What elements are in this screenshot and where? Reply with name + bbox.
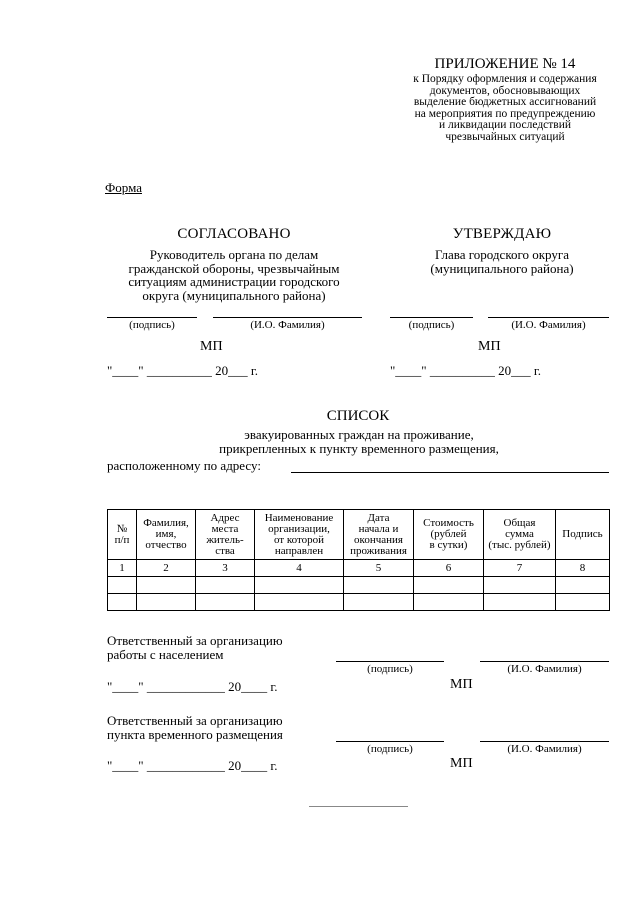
approved-position-line: Глава городского округа	[435, 247, 569, 262]
agreed-position-line: ситуациям администрации городского	[128, 274, 340, 289]
table-cell: 3	[196, 560, 255, 577]
appendix-line: к Порядку оформления и содержания	[413, 73, 597, 85]
list-description-line: эвакуированных граждан на проживание,	[244, 427, 474, 442]
table-cell	[484, 577, 556, 594]
responsible-shelter-name-caption: (И.О. Фамилия)	[507, 743, 582, 755]
footer-separator	[309, 806, 408, 807]
appendix-line: документов, обосновывающих	[429, 84, 581, 97]
header-signature: Подпись	[556, 510, 610, 560]
approved-signature-line	[390, 317, 473, 318]
agreed-name-caption: (И.О. Фамилия)	[250, 319, 325, 331]
appendix-title: ПРИЛОЖЕНИЕ № 14	[434, 56, 576, 72]
table-cell: 8	[556, 560, 610, 577]
agreed-signature-caption: (подпись)	[129, 319, 175, 331]
address-line	[291, 472, 609, 473]
table-row	[108, 577, 610, 594]
approved-signature-caption: (подпись)	[408, 319, 455, 331]
agreed-title: СОГЛАСОВАНО	[177, 226, 291, 242]
responsible-population-name-line	[480, 661, 609, 662]
appendix-line: выделение бюджетных ассигнований	[413, 96, 597, 108]
table-cell: 1	[108, 560, 137, 577]
table-cell	[196, 594, 255, 611]
responsible-title-line: пункта временного размещения	[107, 727, 283, 742]
header-full-name: Фамилия, имя, отчество	[137, 510, 196, 560]
table-cell	[484, 594, 556, 611]
appendix-description	[395, 74, 615, 143]
table-cell: 7	[484, 560, 556, 577]
header-number: № п/п	[108, 510, 137, 560]
responsible-shelter-name-line	[480, 741, 609, 742]
header-total-sum: Общая сумма (тыс. рублей)	[484, 510, 556, 560]
table-cell	[414, 594, 484, 611]
table-cell: 6	[414, 560, 484, 577]
agreed-position	[100, 248, 368, 302]
table-cell	[137, 594, 196, 611]
appendix-line: чрезвычайных ситуаций	[445, 130, 565, 143]
responsible-population-date-line: "____" ____________ 20____ г.	[107, 679, 278, 694]
agreed-stamp: МП	[200, 339, 223, 354]
table-cell: 4	[255, 560, 344, 577]
form-label: Форма	[105, 180, 142, 195]
table-cell	[556, 577, 610, 594]
responsible-shelter-stamp: МП	[450, 756, 473, 771]
agreed-position-line: гражданской обороны, чрезвычайным	[128, 260, 340, 276]
responsible-shelter-date-line: "____" ____________ 20____ г.	[107, 758, 278, 773]
agreed-date-line: "____" __________ 20___ г.	[107, 363, 258, 378]
list-description	[110, 428, 608, 456]
responsible-population-name-caption: (И.О. Фамилия)	[507, 663, 582, 675]
approved-stamp: МП	[478, 339, 501, 354]
header-organization: Наименование организации, от которой направлен	[255, 510, 344, 560]
header-residence-address: Адрес места житель- ства	[196, 510, 255, 560]
agreed-name-line	[213, 317, 362, 318]
agreed-position-line: округа (муниципального района)	[142, 287, 326, 303]
header-stay-dates: Дата начала и окончания проживания	[344, 510, 414, 560]
approved-name-caption: (И.О. Фамилия)	[511, 319, 586, 331]
approved-date-line: "____" __________ 20___ г.	[390, 363, 541, 378]
approved-position-line: (муниципального района)	[430, 260, 574, 276]
responsible-shelter-signature-line	[336, 741, 444, 742]
responsible-title-line: Ответственный за организацию	[107, 633, 283, 648]
table-cell	[556, 594, 610, 611]
approved-name-line	[488, 317, 609, 318]
table-number-row	[108, 560, 610, 577]
table-cell	[414, 577, 484, 594]
responsible-title-line: работы с населением	[107, 647, 224, 662]
responsible-population-title	[107, 634, 283, 662]
appendix-line: на мероприятия по предупреждению	[414, 107, 596, 120]
table-cell	[196, 577, 255, 594]
address-label: расположенному по адресу:	[107, 458, 261, 473]
appendix-line: и ликвидации последствий	[438, 119, 572, 131]
table-cell	[344, 577, 414, 594]
responsible-population-stamp: МП	[450, 677, 473, 692]
responsible-shelter-title	[107, 714, 283, 742]
table-row	[108, 594, 610, 611]
table-cell	[255, 594, 344, 611]
table-cell	[255, 577, 344, 594]
table-cell	[108, 594, 137, 611]
table-cell	[344, 594, 414, 611]
table-cell	[137, 577, 196, 594]
evacuees-table	[107, 509, 610, 611]
responsible-population-signature-line	[336, 661, 444, 662]
table-header-row	[108, 510, 610, 560]
responsible-population-signature-caption: (подпись)	[367, 663, 413, 675]
approved-title: УТВЕРЖДАЮ	[452, 226, 552, 242]
approved-position	[390, 248, 614, 275]
table-cell: 2	[137, 560, 196, 577]
responsible-shelter-signature-caption: (подпись)	[367, 743, 413, 755]
responsible-title-line: Ответственный за организацию	[107, 713, 283, 728]
list-title: СПИСОК	[326, 408, 390, 424]
agreed-position-line: Руководитель органа по делам	[149, 247, 319, 262]
table-cell	[108, 577, 137, 594]
header-daily-cost: Стоимость (рублей в сутки)	[414, 510, 484, 560]
agreed-signature-line	[107, 317, 197, 318]
list-description-line: прикрепленных к пункту временного размещения,	[219, 441, 499, 456]
table-cell: 5	[344, 560, 414, 577]
